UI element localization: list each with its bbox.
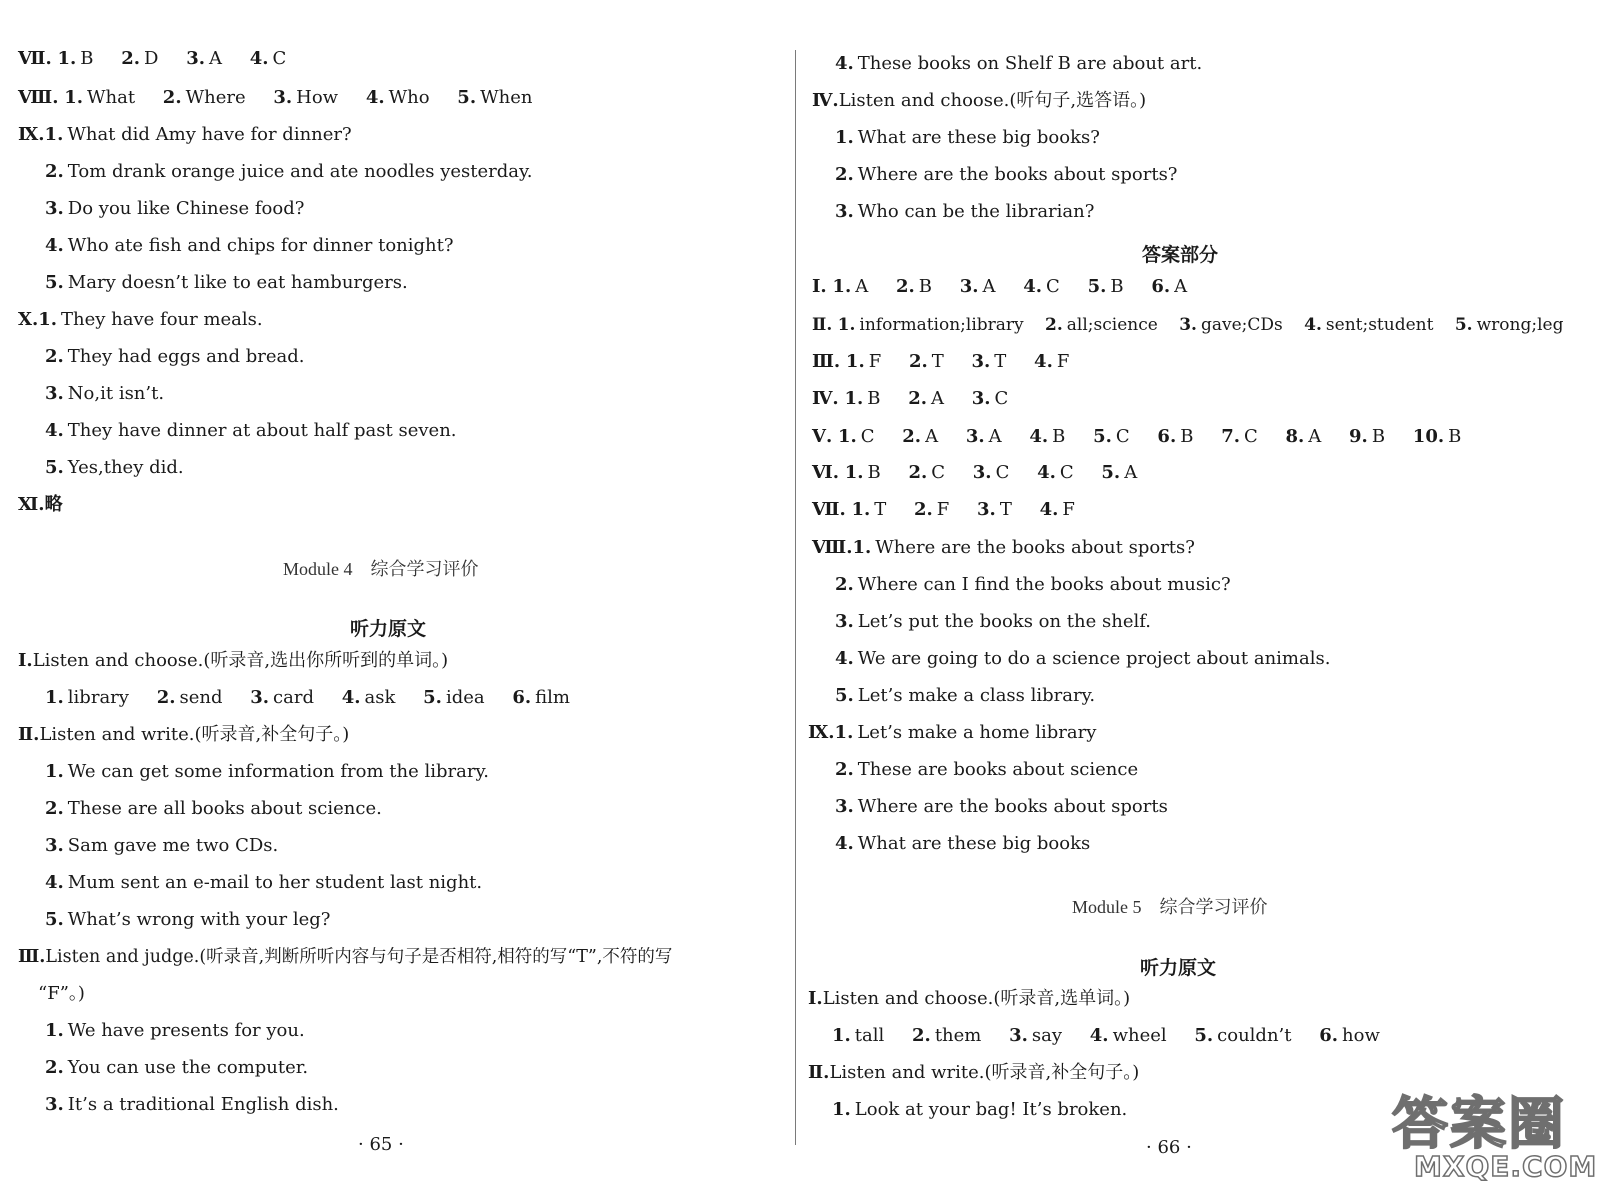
answer-6: Ⅵ. 1. B 2. C 3. C 4. C 5. A [812, 462, 1138, 483]
answer-line-11: Ⅺ.略 [18, 494, 63, 515]
module5-section-2-line-1: 1. Look at your bag! It’s broken. [832, 1099, 1128, 1120]
answer-7: Ⅶ. 1. T 2. F 3. T 4. F [812, 499, 1075, 520]
section-1-words: 1. library 2. send 3. card 4. ask 5. idea 6. film [45, 687, 570, 708]
answer-5: Ⅴ. 1. C 2. A 3. A 4. B 5. C 6. B 7. C 8. A 9. B 10. B [812, 426, 1462, 447]
section-3-heading: Ⅲ.Listen and judge.(听录音,判断所听内容与句子是否相符,相符的写“T”,不符的写 [18, 947, 673, 967]
section-2-line-2: 2. These are all books about science. [45, 798, 382, 819]
section-3-line-3: 3. It’s a traditional English dish. [45, 1094, 339, 1115]
answer-8-5: 5. Let’s make a class library. [835, 685, 1096, 706]
answer-8-4: 4. We are going to do a science project about animals. [835, 648, 1331, 669]
page-number-right: · 66 · [1146, 1137, 1192, 1158]
answer-line-7: Ⅶ. 1. B 2. D 3. A 4. C [18, 48, 287, 69]
section-3-heading-cont: “F”。) [38, 983, 85, 1004]
module-4-title: Module 4 综合学习评价 [283, 559, 479, 580]
section-2-line-5: 5. What’s wrong with your leg? [45, 909, 331, 930]
section-1-heading: Ⅰ.Listen and choose.(听录音,选出你所听到的单词。) [18, 650, 449, 671]
watermark-text: 答案圈 [1392, 1092, 1566, 1157]
roman-numeral: Ⅷ. [18, 87, 59, 108]
page-divider [795, 50, 796, 1145]
section-2-line-3: 3. Sam gave me two CDs. [45, 835, 279, 856]
answer-1: Ⅰ. 1. A 2. B 3. A 4. C 5. B 6. A [812, 276, 1188, 297]
answer-line-9-4: 4. Who ate fish and chips for dinner tonight? [45, 235, 454, 256]
section-4-line-1: 1. What are these big books? [835, 127, 1100, 148]
answer-9-4: 4. What are these big books [835, 833, 1091, 854]
module5-section-1-heading: Ⅰ.Listen and choose.(听录音,选单词。) [808, 988, 1131, 1009]
answer-9-2: 2. These are books about science [835, 759, 1139, 780]
answer-line-10-5: 5. Yes,they did. [45, 457, 184, 478]
module5-section-2-heading: Ⅱ.Listen and write.(听录音,补全句子。) [808, 1062, 1140, 1083]
answer-8-3: 3. Let’s put the books on the shelf. [835, 611, 1151, 632]
section-4-heading: Ⅳ.Listen and choose.(听句子,选答语。) [812, 90, 1147, 111]
module5-section-1-words: 1. tall 2. them 3. say 4. wheel 5. couldn’t 6. how [832, 1025, 1380, 1046]
left-page [0, 0, 790, 1199]
answer-line-9-3: 3. Do you like Chinese food? [45, 198, 305, 219]
module-5-title: Module 5 综合学习评价 [1072, 897, 1268, 918]
listening-script-title: 听力原文 [350, 618, 427, 640]
answer-section-title: 答案部分 [1142, 244, 1219, 266]
watermark-url: MXQE.COM [1414, 1150, 1598, 1183]
section-3-line-1: 1. We have presents for you. [45, 1020, 305, 1041]
right-line-1: 4. These books on Shelf B are about art. [835, 53, 1203, 74]
answer-8-1: Ⅷ.1. Where are the books about sports? [812, 537, 1195, 558]
section-4-line-2: 2. Where are the books about sports? [835, 164, 1178, 185]
answer-line-9-5: 5. Mary doesn’t like to eat hamburgers. [45, 272, 408, 293]
answer-line-10-4: 4. They have dinner at about half past seven. [45, 420, 457, 441]
section-4-line-3: 3. Who can be the librarian? [835, 201, 1095, 222]
answer-line-10-2: 2. They had eggs and bread. [45, 346, 305, 367]
page-number: · 65 · [358, 1134, 404, 1155]
section-2-line-1: 1. We can get some information from the library. [45, 761, 489, 782]
answer-9-3: 3. Where are the books about sports [835, 796, 1168, 817]
answer-line-8: Ⅷ. 1. What 2. Where 3. How 4. Who 5. When [18, 87, 533, 108]
answer-4: Ⅳ. 1. B 2. A 3. C [812, 388, 1009, 409]
section-2-heading: Ⅱ.Listen and write.(听录音,补全句子。) [18, 724, 350, 745]
section-2-line-4: 4. Mum sent an e-mail to her student last night. [45, 872, 483, 893]
answer-line-10-3: 3. No,it isn’t. [45, 383, 165, 404]
answer-8-2: 2. Where can I find the books about music? [835, 574, 1231, 595]
section-3-line-2: 2. You can use the computer. [45, 1057, 309, 1078]
answer-2: Ⅱ. 1. information;library 2. all;science 3. gave;CDs 4. sent;student 5. wrong;leg [812, 315, 1564, 335]
answer-9-1: Ⅸ.1. Let’s make a home library [808, 722, 1097, 743]
watermark-logo [1392, 1080, 1598, 1190]
answer-line-10-1: Ⅹ.1. They have four meals. [18, 309, 263, 330]
roman-numeral: Ⅶ. [18, 48, 52, 69]
answer-3: Ⅲ. 1. F 2. T 3. T 4. F [812, 351, 1070, 372]
right-page [800, 0, 1600, 1199]
answer-line-9-2: 2. Tom drank orange juice and ate noodles yesterday. [45, 161, 533, 182]
listening-script-title-2: 听力原文 [1140, 957, 1217, 979]
answer-line-9-1: Ⅸ.1. What did Amy have for dinner? [18, 124, 352, 145]
